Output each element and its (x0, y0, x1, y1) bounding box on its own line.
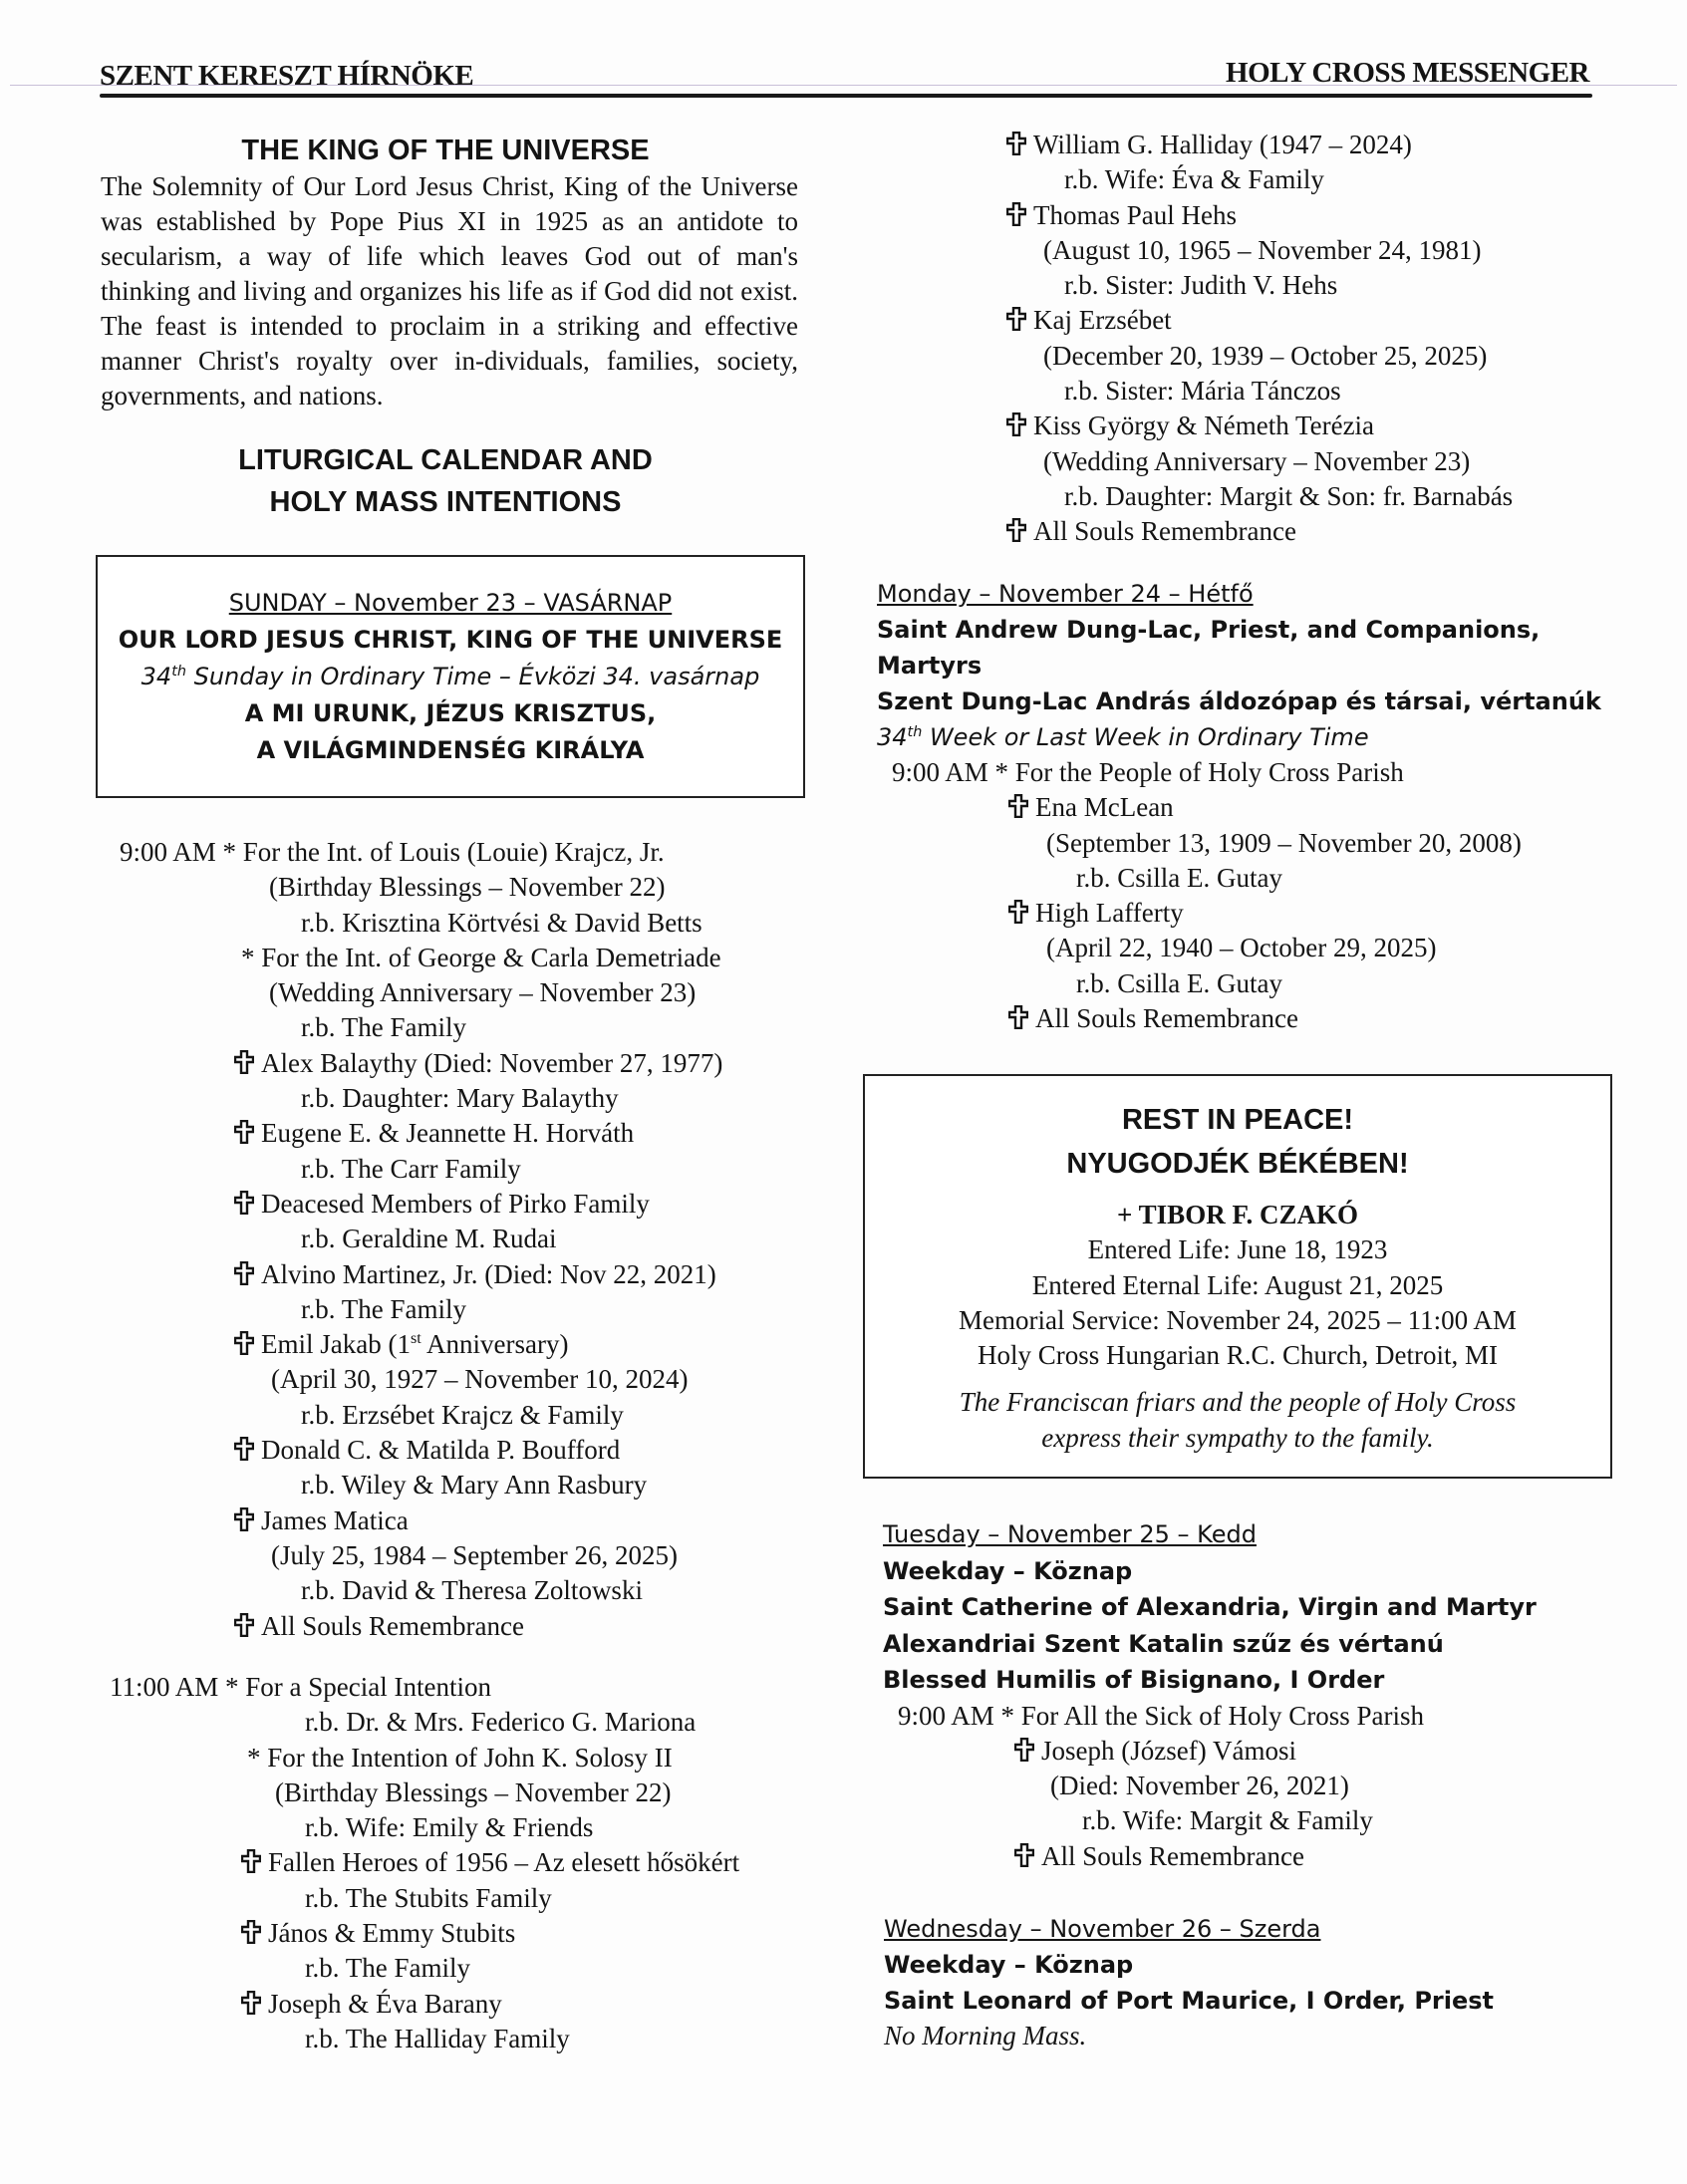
requested-by: r.b. The Family (301, 1012, 466, 1043)
sunday-11am-intentions (110, 1670, 827, 2056)
cross-icon (234, 1613, 254, 1637)
page-header (0, 55, 1687, 105)
memorial-entry (1006, 198, 1624, 233)
requested-by: r.b. Csilla E. Gutay (1076, 862, 1282, 893)
cross-icon (241, 1920, 261, 1944)
ordinary-text: Week or Last Week in Ordinary Time (922, 723, 1369, 751)
memorial-entry (883, 1839, 1620, 1874)
memorial-name: Kiss György & Németh Terézia (1033, 410, 1375, 441)
memorial-name: Donald C. & Matilda P. Boufford (261, 1435, 621, 1466)
life-dates: (December 20, 1939 – October 25, 2025) (1043, 340, 1488, 371)
memorial-name: Deacesed Members of Pirko Family (261, 1188, 650, 1219)
memorial-name: Emil Jakab (1 (261, 1329, 411, 1360)
requested-by: r.b. Wiley & Mary Ann Rasbury (301, 1470, 648, 1501)
memorial-entry (110, 1916, 827, 1951)
calendar-heading-line2: HOLY MASS INTENTIONS (269, 486, 622, 518)
intention-note: (Birthday Blessings – November 22) (269, 872, 666, 903)
cross-icon (1006, 518, 1026, 542)
sunday-feast-hu-1: A MI URUNK, JÉZUS KRISZTUS, (244, 699, 657, 727)
cross-icon (234, 1191, 254, 1215)
memorial-entry (1006, 128, 1624, 162)
wednesday-date: Wednesday – November 26 – Szerda (884, 1915, 1321, 1943)
tuesday-blessed: Blessed Humilis of Bisignano, I Order (883, 1666, 1385, 1694)
monday-ordinary-time (877, 719, 1634, 755)
monday-feast-1: Saint Andrew Dung-Lac, Priest, and Companions, (877, 616, 1541, 644)
cross-icon (234, 1331, 254, 1355)
cross-icon (1008, 1005, 1028, 1029)
memorial-entry (877, 896, 1634, 931)
monday-section (877, 576, 1634, 1036)
memorial-entry (877, 790, 1634, 825)
rip-title-hu: NYUGODJÉK BÉKÉBEN! (1066, 1148, 1409, 1180)
intention-note: (Wedding Anniversary – November 23) (269, 977, 697, 1008)
life-dates: (July 25, 1984 – September 26, 2025) (271, 1539, 678, 1570)
memorial-name: Eugene E. & Jeannette H. Horváth (261, 1118, 635, 1149)
memorial-name: All Souls Remembrance (1035, 1003, 1298, 1034)
memorial-entry (110, 1845, 827, 1880)
memorial-entry (877, 1001, 1634, 1036)
memorial-entry (120, 1187, 817, 1222)
sunday-ordinary-time (98, 659, 803, 695)
tuesday-date: Tuesday – November 25 – Kedd (883, 1520, 1257, 1548)
cross-icon (234, 1437, 254, 1461)
deceased-name: + TIBOR F. CZAKÓ (1117, 1200, 1358, 1229)
header-left-title: SZENT KERESZT HÍRNÖKE (100, 60, 474, 92)
memorial-entry (120, 1257, 817, 1292)
cross-icon (1008, 794, 1028, 818)
memorial-entry (120, 1609, 817, 1644)
king-body: The Solemnity of Our Lord Jesus Christ, King of the Universe was established by Pope Pius XI in 1925 as an antidote to secularism, a way of life which leaves God out of man's thinking and living and organizes his life as if God did not exist. The feast is intended to proclaim in a striking and effective manner Christ's royalty over in-dividuals, families, society, governments, and nations. (101, 171, 798, 410)
requested-by: r.b. Sister: Mária Tánczos (1064, 376, 1341, 407)
ordinal-suffix: th (907, 724, 923, 740)
memorial-entry (120, 1503, 817, 1538)
memorial-name: All Souls Remembrance (261, 1610, 524, 1641)
memorial-name: Alex Balaythy (Died: November 27, 1977) (261, 1047, 723, 1078)
requested-by: r.b. Wife: Margit & Family (1082, 1805, 1373, 1836)
tuesday-feast-hu: Alexandriai Szent Katalin szűz és vértanú (883, 1629, 1444, 1658)
memorial-name: All Souls Remembrance (1041, 1840, 1304, 1871)
memorial-entry (120, 1046, 817, 1081)
memorial-name: Joseph & Éva Barany (268, 1988, 502, 2019)
header-right-title: HOLY CROSS MESSENGER (1226, 57, 1589, 89)
tuesday-feast: Saint Catherine of Alexandria, Virgin and Martyr (883, 1593, 1537, 1621)
requested-by: r.b. Geraldine M. Rudai (301, 1224, 557, 1254)
requested-by: r.b. David & Theresa Zoltowski (301, 1575, 643, 1606)
intention-note: (Wedding Anniversary – November 23) (1043, 445, 1471, 476)
requested-by: r.b. Daughter: Mary Balaythy (301, 1083, 619, 1114)
life-dates: (April 22, 1940 – October 29, 2025) (1046, 933, 1437, 963)
ordinal-suffix: th (171, 664, 186, 680)
sunday-9am-intentions (120, 835, 817, 1644)
memorial-name: Joseph (József) Vámosi (1041, 1735, 1296, 1766)
tuesday-weekday: Weekday – Köznap (883, 1556, 1133, 1585)
memorial-entry (120, 1433, 817, 1468)
memorial-entry (120, 1116, 817, 1151)
monday-feast-hu: Szent Dung-Lac András áldozópap és társai, vértanúk (877, 687, 1601, 715)
cross-icon (1014, 1738, 1034, 1762)
sunday-feast-hu-2: A VILÁGMINDENSÉG KIRÁLYA (256, 736, 645, 764)
intention-line: * For the Int. of George & Carla Demetriade (241, 942, 721, 972)
sympathy-line-2: express their sympathy to the family. (1041, 1422, 1434, 1453)
intention-line: 9:00 AM * For the Int. of Louis (Louie) Krajcz, Jr. (120, 837, 665, 867)
memorial-entry (1006, 303, 1624, 338)
church-location: Holy Cross Hungarian R.C. Church, Detroit, MI (978, 1340, 1498, 1371)
cross-icon (234, 1261, 254, 1285)
requested-by: r.b. Wife: Emily & Friends (305, 1812, 594, 1843)
requested-by: r.b. The Family (305, 1953, 470, 1984)
memorial-service: Memorial Service: November 24, 2025 – 11:00 AM (959, 1304, 1517, 1335)
memorial-name: All Souls Remembrance (1033, 516, 1296, 547)
ordinal-number: 34 (141, 663, 172, 690)
right-top-intentions (1006, 128, 1624, 550)
requested-by: r.b. Krisztina Körtvési & David Betts (301, 907, 703, 938)
wednesday-weekday: Weekday – Köznap (884, 1951, 1134, 1979)
requested-by: r.b. Csilla E. Gutay (1076, 967, 1282, 998)
requested-by: r.b. The Carr Family (301, 1153, 521, 1184)
header-thick-rule (100, 94, 1592, 98)
intention-line: 9:00 AM * For All the Sick of Holy Cross Parish (898, 1700, 1425, 1731)
requested-by: r.b. The Halliday Family (305, 2023, 570, 2053)
memorial-entry (1006, 409, 1624, 443)
calendar-heading-line1: LITURGICAL CALENDAR AND (238, 444, 653, 476)
entered-life: Entered Life: June 18, 1923 (1087, 1234, 1388, 1265)
cross-icon (241, 1849, 261, 1873)
cross-icon (1006, 307, 1026, 331)
memorial-note: Anniversary) (421, 1329, 569, 1360)
requested-by: r.b. Erzsébet Krajcz & Family (301, 1399, 624, 1430)
king-heading: THE KING OF THE UNIVERSE (241, 135, 650, 166)
memorial-name: James Matica (261, 1504, 409, 1535)
cross-icon (234, 1120, 254, 1144)
memorial-name: Alvino Martinez, Jr. (Died: Nov 22, 2021) (261, 1258, 716, 1289)
ordinal-suffix: st (410, 1329, 422, 1348)
ordinal-number: 34 (877, 723, 908, 751)
memorial-entry (110, 1987, 827, 2022)
intention-note: (Birthday Blessings – November 22) (275, 1776, 672, 1807)
rest-in-peace-box (863, 1074, 1612, 1479)
ordinary-text: Sunday in Ordinary Time – Évközi 34. vasárnap (185, 663, 760, 690)
requested-by: r.b. Wife: Éva & Family (1064, 164, 1324, 195)
requested-by: r.b. Daughter: Margit & Son: fr. Barnabás (1064, 480, 1514, 511)
intention-line: * For the Intention of John K. Solosy II (247, 1742, 673, 1773)
cross-icon (1014, 1843, 1034, 1867)
cross-icon (241, 1991, 261, 2015)
life-dates: (Died: November 26, 2021) (1050, 1771, 1349, 1801)
tuesday-section (883, 1516, 1620, 1874)
cross-icon (1006, 202, 1026, 226)
life-dates: (September 13, 1909 – November 20, 2008) (1046, 827, 1522, 858)
memorial-entry (120, 1327, 817, 1362)
memorial-name: William G. Halliday (1947 – 2024) (1033, 130, 1412, 159)
left-column (101, 135, 798, 523)
memorial-name: Kaj Erzsébet (1033, 305, 1172, 336)
requested-by: r.b. The Family (301, 1293, 466, 1324)
memorial-entry (883, 1734, 1620, 1769)
memorial-name: Thomas Paul Hehs (1033, 199, 1237, 230)
sunday-feast: OUR LORD JESUS CHRIST, KING OF THE UNIVERSE (118, 626, 783, 654)
monday-date: Monday – November 24 – Hétfő (877, 580, 1254, 608)
sunday-box (96, 555, 805, 798)
cross-icon (234, 1050, 254, 1074)
life-dates: (August 10, 1965 – November 24, 1981) (1043, 234, 1482, 265)
entered-eternal-life: Entered Eternal Life: August 21, 2025 (1031, 1269, 1444, 1300)
wednesday-feast: Saint Leonard of Port Maurice, I Order, Priest (884, 1987, 1495, 2015)
rip-title-en: REST IN PEACE! (1121, 1104, 1354, 1136)
sunday-date: SUNDAY – November 23 – VASÁRNAP (228, 589, 673, 617)
life-dates: (April 30, 1927 – November 10, 2024) (271, 1364, 689, 1395)
cross-icon (1006, 412, 1026, 436)
wednesday-section (884, 1911, 1621, 2053)
intention-line: 11:00 AM * For a Special Intention (110, 1672, 491, 1702)
wednesday-note: No Morning Mass. (884, 2021, 1087, 2050)
sympathy-line-1: The Franciscan friars and the people of Holy Cross (959, 1387, 1517, 1418)
requested-by: r.b. The Stubits Family (305, 1882, 552, 1913)
memorial-name: Fallen Heroes of 1956 – Az elesett hősökért (268, 1847, 740, 1878)
monday-feast-2: Martyrs (877, 652, 983, 680)
memorial-name: János & Emmy Stubits (268, 1918, 516, 1949)
intention-line: 9:00 AM * For the People of Holy Cross Parish (892, 757, 1404, 787)
cross-icon (234, 1507, 254, 1531)
requested-by: r.b. Sister: Judith V. Hehs (1064, 270, 1338, 301)
cross-icon (1006, 132, 1026, 155)
memorial-name: High Lafferty (1035, 898, 1184, 929)
cross-icon (1008, 900, 1028, 924)
requested-by: r.b. Dr. & Mrs. Federico G. Mariona (305, 1707, 697, 1738)
memorial-name: Ena McLean (1035, 792, 1174, 823)
memorial-entry (1006, 514, 1624, 549)
